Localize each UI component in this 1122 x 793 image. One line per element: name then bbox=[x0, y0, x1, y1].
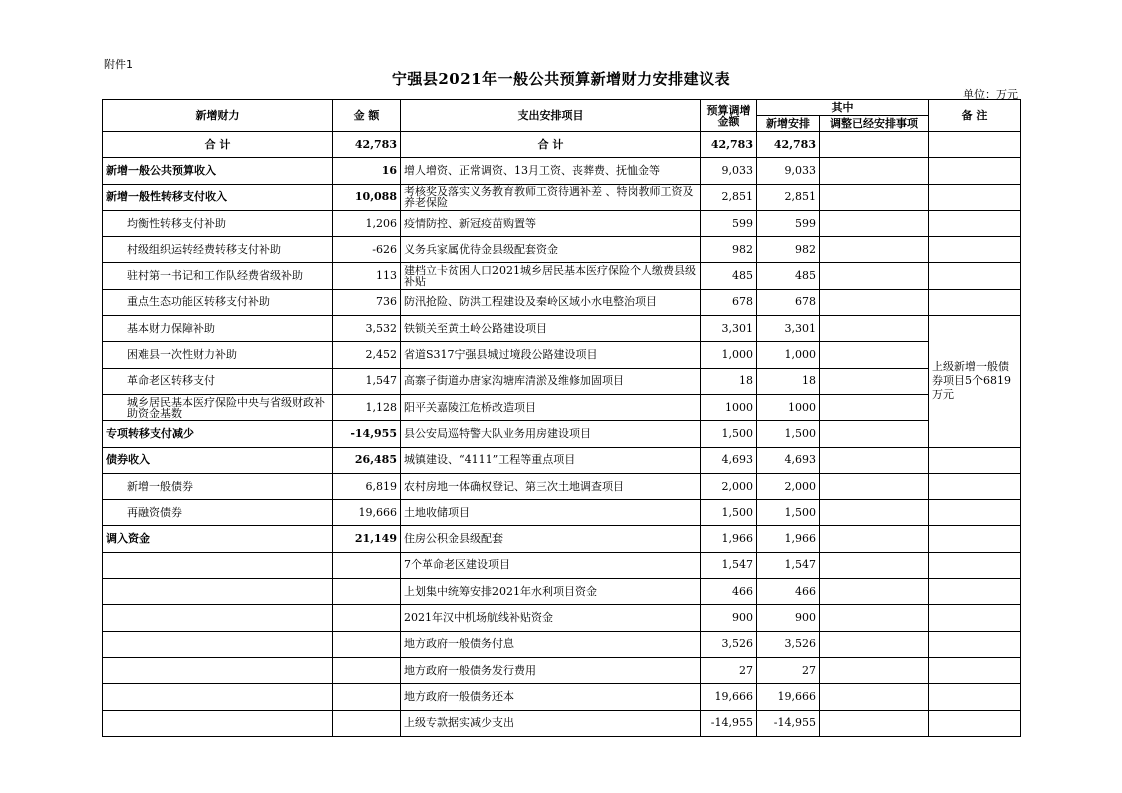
row-source: 新增一般性转移支付收入 bbox=[103, 184, 333, 210]
row-project: 高寨子街道办唐家沟塘库清淤及维修加固项目 bbox=[401, 368, 701, 394]
row-project: 7个革命老区建设项目 bbox=[401, 552, 701, 578]
table-row bbox=[103, 289, 1021, 315]
row-source: 再融资债券 bbox=[103, 500, 333, 526]
row-remark bbox=[929, 605, 1021, 631]
table-row bbox=[103, 473, 1021, 499]
table-row bbox=[103, 657, 1021, 683]
header-adjusted: 调整已经安排事项 bbox=[820, 116, 929, 132]
row-source bbox=[103, 579, 333, 605]
row-amount: 1,206 bbox=[333, 210, 401, 236]
row-amount: 1,547 bbox=[333, 368, 401, 394]
row-project: 防汛抢险、防洪工程建设及秦岭区域小水电整治项目 bbox=[401, 289, 701, 315]
row-source bbox=[103, 552, 333, 578]
row-budget-adjust: 678 bbox=[701, 289, 757, 315]
total-adjusted bbox=[820, 132, 929, 158]
table-row bbox=[103, 342, 1021, 368]
row-budget-adjust: 1,500 bbox=[701, 421, 757, 447]
total-remark bbox=[929, 132, 1021, 158]
table-row bbox=[103, 421, 1021, 447]
attachment-label: 附件1 bbox=[104, 58, 133, 71]
row-source: 新增一般债券 bbox=[103, 473, 333, 499]
total-new-arrangement: 42,783 bbox=[757, 132, 820, 158]
row-new-arrangement: -14,955 bbox=[757, 710, 820, 736]
row-remark bbox=[929, 710, 1021, 736]
table-row bbox=[103, 605, 1021, 631]
row-remark bbox=[929, 579, 1021, 605]
table-row bbox=[103, 316, 1021, 342]
row-new-arrangement: 1,966 bbox=[757, 526, 820, 552]
total-label: 合 计 bbox=[103, 132, 333, 158]
row-project: 省道S317宁强县城过境段公路建设项目 bbox=[401, 342, 701, 368]
row-project: 地方政府一般债务发行费用 bbox=[401, 657, 701, 683]
row-new-arrangement: 4,693 bbox=[757, 447, 820, 473]
row-amount: 19,666 bbox=[333, 500, 401, 526]
row-new-arrangement: 18 bbox=[757, 368, 820, 394]
row-project: 地方政府一般债务付息 bbox=[401, 631, 701, 657]
row-project: 地方政府一般债务还本 bbox=[401, 684, 701, 710]
row-budget-adjust: 1,547 bbox=[701, 552, 757, 578]
row-new-arrangement: 1,547 bbox=[757, 552, 820, 578]
table-row bbox=[103, 552, 1021, 578]
row-source: 革命老区转移支付 bbox=[103, 368, 333, 394]
row-budget-adjust: 18 bbox=[701, 368, 757, 394]
table-row bbox=[103, 447, 1021, 473]
row-amount bbox=[333, 579, 401, 605]
row-amount bbox=[333, 657, 401, 683]
row-adjusted bbox=[820, 394, 929, 420]
row-adjusted bbox=[820, 447, 929, 473]
row-budget-adjust: 3,301 bbox=[701, 316, 757, 342]
table-row bbox=[103, 526, 1021, 552]
table-row bbox=[103, 210, 1021, 236]
row-source: 专项转移支付减少 bbox=[103, 421, 333, 447]
row-remark bbox=[929, 684, 1021, 710]
row-project: 增人增资、正常调资、13月工资、丧葬费、抚恤金等 bbox=[401, 158, 701, 184]
table-row bbox=[103, 368, 1021, 394]
row-budget-adjust: 1,500 bbox=[701, 500, 757, 526]
row-remark bbox=[929, 237, 1021, 263]
row-project: 铁锁关至黄土岭公路建设项目 bbox=[401, 316, 701, 342]
row-project: 建档立卡贫困人口2021城乡居民基本医疗保险个人缴费县级补贴 bbox=[401, 263, 701, 289]
header-new-arrangement: 新增安排 bbox=[757, 116, 820, 132]
row-source: 困难县一次性财力补助 bbox=[103, 342, 333, 368]
row-amount: -626 bbox=[333, 237, 401, 263]
row-adjusted bbox=[820, 342, 929, 368]
row-new-arrangement: 27 bbox=[757, 657, 820, 683]
row-new-arrangement: 1000 bbox=[757, 394, 820, 420]
row-new-arrangement: 678 bbox=[757, 289, 820, 315]
row-amount: 26,485 bbox=[333, 447, 401, 473]
row-project: 县公安局巡特警大队业务用房建设项目 bbox=[401, 421, 701, 447]
row-budget-adjust: 2,000 bbox=[701, 473, 757, 499]
row-budget-adjust: 1000 bbox=[701, 394, 757, 420]
row-new-arrangement: 3,526 bbox=[757, 631, 820, 657]
row-project: 2021年汉中机场航线补贴资金 bbox=[401, 605, 701, 631]
row-amount: 1,128 bbox=[333, 394, 401, 420]
row-adjusted bbox=[820, 579, 929, 605]
row-remark bbox=[929, 210, 1021, 236]
header-amount: 金 额 bbox=[333, 100, 401, 132]
row-project: 义务兵家属优待金县级配套资金 bbox=[401, 237, 701, 263]
row-source: 驻村第一书记和工作队经费省级补助 bbox=[103, 263, 333, 289]
row-project: 疫情防控、新冠疫苗购置等 bbox=[401, 210, 701, 236]
row-new-arrangement: 982 bbox=[757, 237, 820, 263]
row-amount: 6,819 bbox=[333, 473, 401, 499]
row-adjusted bbox=[820, 710, 929, 736]
row-new-arrangement: 3,301 bbox=[757, 316, 820, 342]
row-amount bbox=[333, 710, 401, 736]
page-title: 宁强县2021年一般公共预算新增财力安排建议表 bbox=[391, 70, 731, 88]
row-new-arrangement: 2,000 bbox=[757, 473, 820, 499]
row-budget-adjust: 4,693 bbox=[701, 447, 757, 473]
row-source: 调入资金 bbox=[103, 526, 333, 552]
row-budget-adjust: 599 bbox=[701, 210, 757, 236]
row-source bbox=[103, 710, 333, 736]
table-row bbox=[103, 394, 1021, 420]
row-source: 均衡性转移支付补助 bbox=[103, 210, 333, 236]
row-adjusted bbox=[820, 605, 929, 631]
row-budget-adjust: 982 bbox=[701, 237, 757, 263]
row-amount: 16 bbox=[333, 158, 401, 184]
row-new-arrangement: 485 bbox=[757, 263, 820, 289]
row-remark bbox=[929, 447, 1021, 473]
row-adjusted bbox=[820, 263, 929, 289]
row-source: 基本财力保障补助 bbox=[103, 316, 333, 342]
row-budget-adjust: 9,033 bbox=[701, 158, 757, 184]
row-adjusted bbox=[820, 184, 929, 210]
table-row bbox=[103, 158, 1021, 184]
row-remark bbox=[929, 631, 1021, 657]
row-amount: 21,149 bbox=[333, 526, 401, 552]
row-budget-adjust: -14,955 bbox=[701, 710, 757, 736]
row-budget-adjust: 1,000 bbox=[701, 342, 757, 368]
row-adjusted bbox=[820, 500, 929, 526]
row-amount bbox=[333, 631, 401, 657]
row-source: 重点生态功能区转移支付补助 bbox=[103, 289, 333, 315]
row-source bbox=[103, 657, 333, 683]
row-adjusted bbox=[820, 657, 929, 683]
row-new-arrangement: 2,851 bbox=[757, 184, 820, 210]
total-project: 合 计 bbox=[401, 132, 701, 158]
row-adjusted bbox=[820, 421, 929, 447]
row-amount bbox=[333, 684, 401, 710]
table-row bbox=[103, 631, 1021, 657]
row-new-arrangement: 599 bbox=[757, 210, 820, 236]
row-project: 阳平关嘉陵江危桥改造项目 bbox=[401, 394, 701, 420]
row-remark bbox=[929, 552, 1021, 578]
row-project: 城镇建设、“4111”工程等重点项目 bbox=[401, 447, 701, 473]
header-project: 支出安排项目 bbox=[401, 100, 701, 132]
row-project: 考核奖及落实义务教育教师工资待遇补差 、特岗教师工资及养老保险 bbox=[401, 184, 701, 210]
row-amount: -14,955 bbox=[333, 421, 401, 447]
row-amount bbox=[333, 552, 401, 578]
row-adjusted bbox=[820, 158, 929, 184]
row-adjusted bbox=[820, 289, 929, 315]
row-budget-adjust: 1,966 bbox=[701, 526, 757, 552]
row-new-arrangement: 1,500 bbox=[757, 500, 820, 526]
remark-note: 上级新增一般债券项目5个6819万元 bbox=[929, 316, 1021, 447]
table-row bbox=[103, 184, 1021, 210]
budget-table bbox=[102, 99, 1021, 737]
row-remark bbox=[929, 473, 1021, 499]
header-source: 新增财力 bbox=[103, 100, 333, 132]
row-adjusted bbox=[820, 210, 929, 236]
row-remark bbox=[929, 657, 1021, 683]
row-new-arrangement: 1,000 bbox=[757, 342, 820, 368]
row-budget-adjust: 485 bbox=[701, 263, 757, 289]
row-amount: 736 bbox=[333, 289, 401, 315]
table-row bbox=[103, 263, 1021, 289]
row-remark bbox=[929, 289, 1021, 315]
table-row bbox=[103, 237, 1021, 263]
total-row bbox=[103, 132, 1021, 158]
row-remark bbox=[929, 526, 1021, 552]
row-amount bbox=[333, 605, 401, 631]
row-new-arrangement: 1,500 bbox=[757, 421, 820, 447]
row-new-arrangement: 19,666 bbox=[757, 684, 820, 710]
row-adjusted bbox=[820, 526, 929, 552]
row-remark bbox=[929, 263, 1021, 289]
row-source: 村级组织运转经费转移支付补助 bbox=[103, 237, 333, 263]
table-row bbox=[103, 684, 1021, 710]
row-remark bbox=[929, 500, 1021, 526]
row-project: 住房公积金县级配套 bbox=[401, 526, 701, 552]
row-amount: 10,088 bbox=[333, 184, 401, 210]
row-budget-adjust: 19,666 bbox=[701, 684, 757, 710]
row-budget-adjust: 2,851 bbox=[701, 184, 757, 210]
total-amount: 42,783 bbox=[333, 132, 401, 158]
row-amount: 113 bbox=[333, 263, 401, 289]
row-new-arrangement: 466 bbox=[757, 579, 820, 605]
row-source: 债券收入 bbox=[103, 447, 333, 473]
row-remark bbox=[929, 184, 1021, 210]
row-adjusted bbox=[820, 473, 929, 499]
header-budget-adjust: 预算调增金额 bbox=[701, 100, 757, 132]
row-project: 上划集中统筹安排2021年水利项目资金 bbox=[401, 579, 701, 605]
row-adjusted bbox=[820, 237, 929, 263]
total-budget-adjust: 42,783 bbox=[701, 132, 757, 158]
row-adjusted bbox=[820, 552, 929, 578]
row-source bbox=[103, 631, 333, 657]
row-adjusted bbox=[820, 368, 929, 394]
row-budget-adjust: 466 bbox=[701, 579, 757, 605]
table-row bbox=[103, 500, 1021, 526]
row-budget-adjust: 27 bbox=[701, 657, 757, 683]
row-new-arrangement: 9,033 bbox=[757, 158, 820, 184]
row-project: 上级专款据实减少支出 bbox=[401, 710, 701, 736]
row-source bbox=[103, 605, 333, 631]
row-source: 新增一般公共预算收入 bbox=[103, 158, 333, 184]
row-adjusted bbox=[820, 684, 929, 710]
row-adjusted bbox=[820, 631, 929, 657]
table-row bbox=[103, 710, 1021, 736]
row-project: 土地收储项目 bbox=[401, 500, 701, 526]
row-source: 城乡居民基本医疗保险中央与省级财政补助资金基数 bbox=[103, 394, 333, 420]
unit-label: 单位：万元 bbox=[963, 88, 1018, 101]
row-budget-adjust: 3,526 bbox=[701, 631, 757, 657]
row-project: 农村房地一体确权登记、第三次土地调查项目 bbox=[401, 473, 701, 499]
row-source bbox=[103, 684, 333, 710]
row-remark bbox=[929, 158, 1021, 184]
row-new-arrangement: 900 bbox=[757, 605, 820, 631]
row-budget-adjust: 900 bbox=[701, 605, 757, 631]
row-amount: 3,532 bbox=[333, 316, 401, 342]
table-row bbox=[103, 579, 1021, 605]
row-adjusted bbox=[820, 316, 929, 342]
header-group: 其中 bbox=[757, 100, 929, 116]
row-amount: 2,452 bbox=[333, 342, 401, 368]
header-remark: 备 注 bbox=[929, 100, 1021, 132]
